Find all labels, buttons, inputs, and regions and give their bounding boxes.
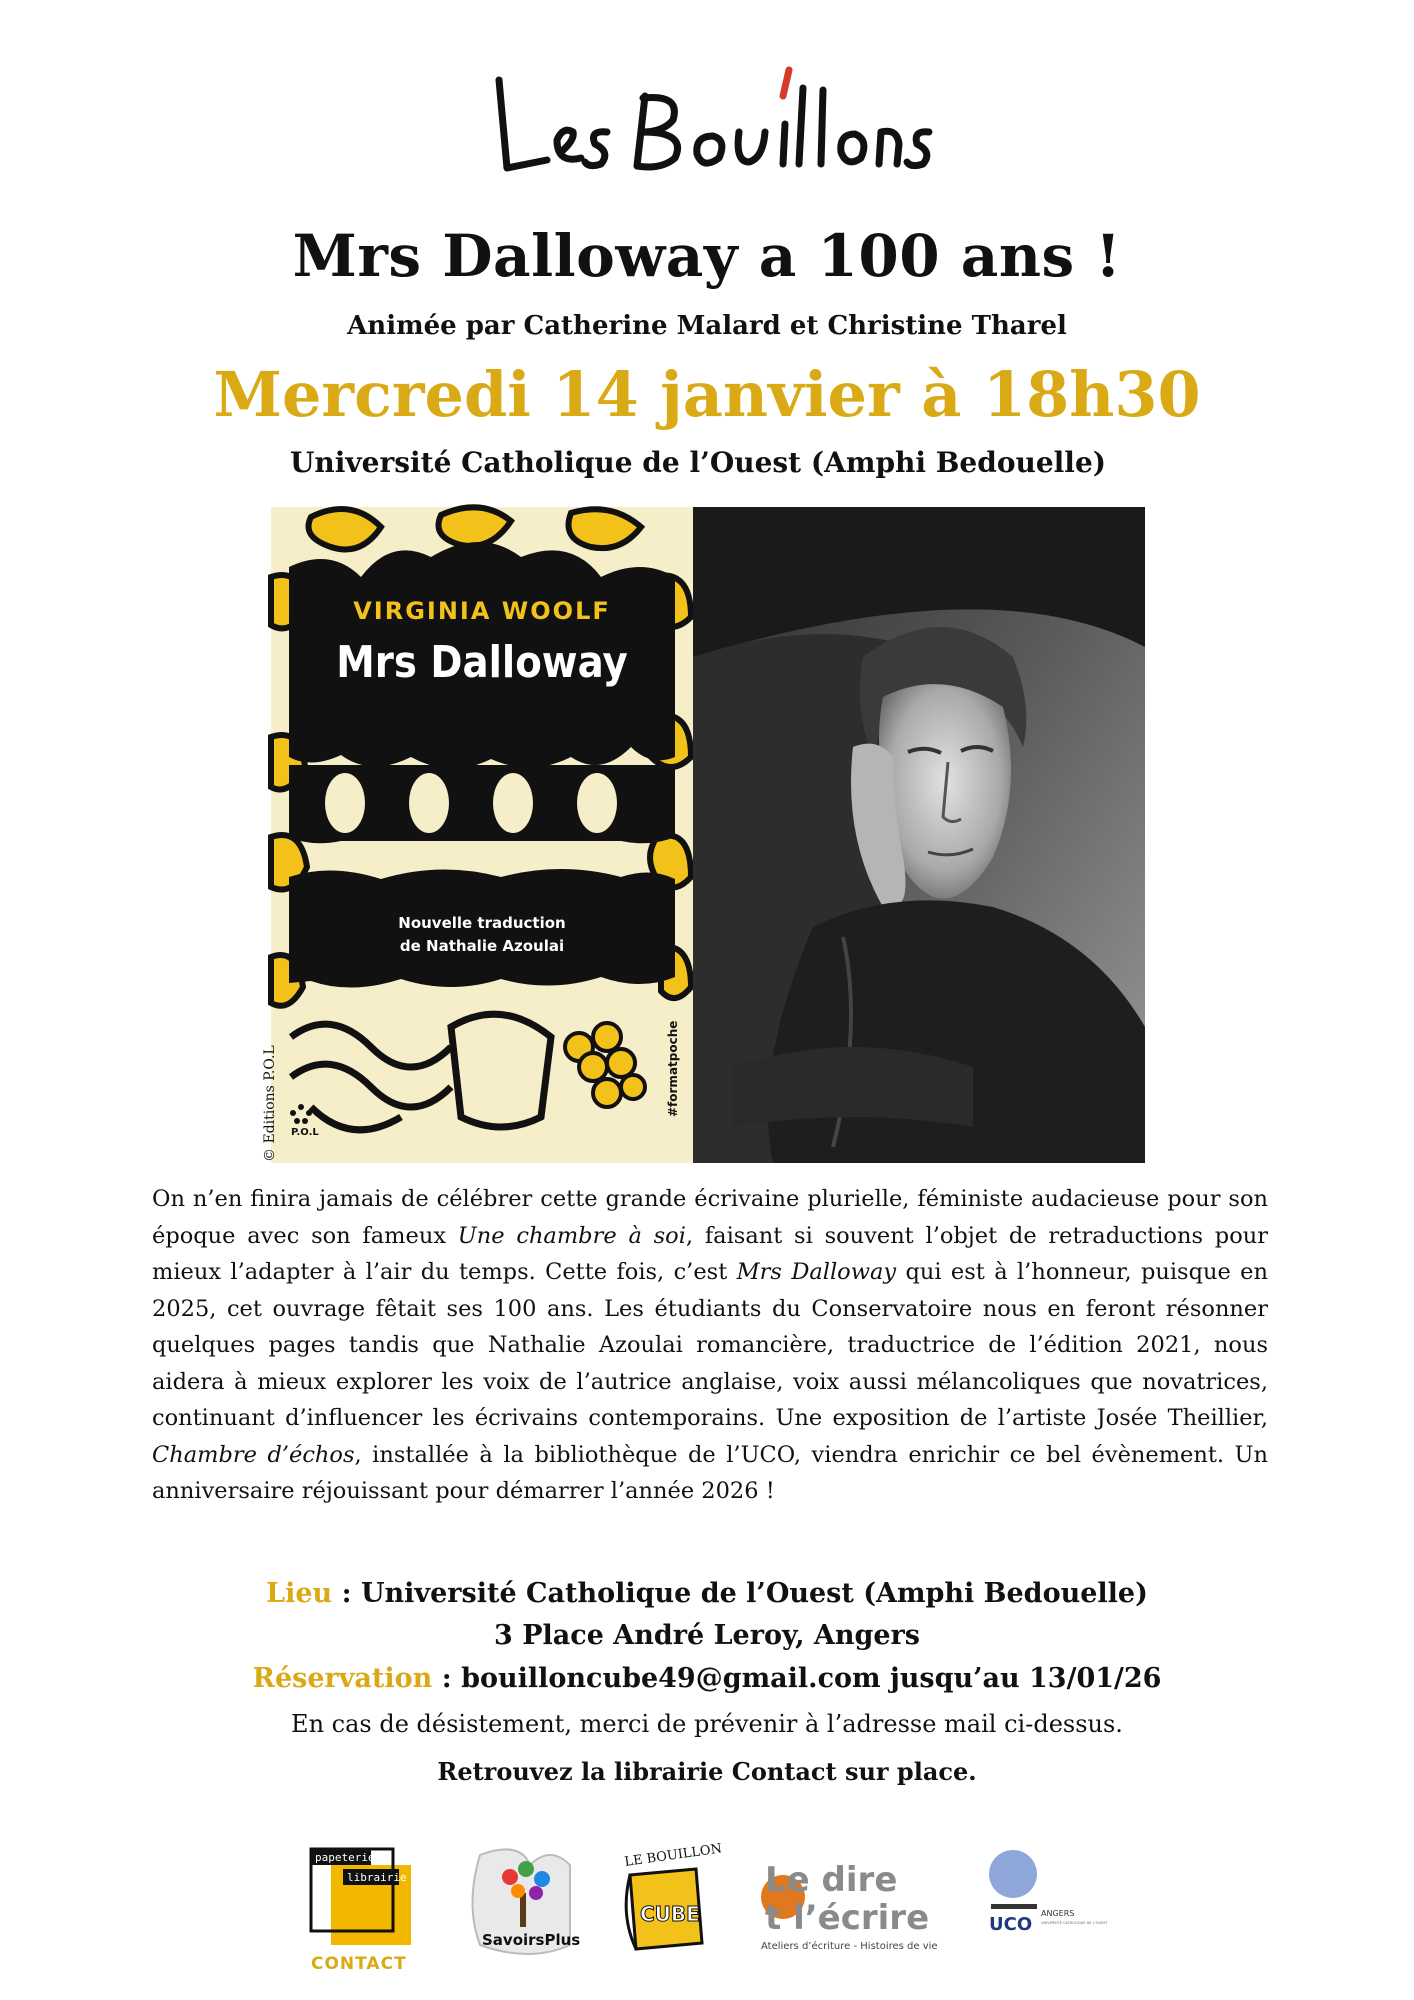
bouillon-cube-logo (610, 1835, 723, 1979)
address-line: 3 Place André Leroy, Angers (494, 1620, 920, 1651)
svg-text:CUBE: CUBE (640, 1902, 700, 1926)
description-text: , faisant si souvent l’objet de retraductions pour mieux l’adapter à l’air du temps. Cette fois, c’est (152, 1222, 1268, 1285)
svg-text:librairie: librairie (347, 1871, 407, 1884)
book-cover-image (271, 507, 693, 1163)
description-text: On n’en finira jamais de célébrer cette grande écrivaine plurielle, féministe audacieuse pour son époque avec son fameux (152, 1186, 1268, 1249)
separator: : (432, 1663, 462, 1694)
savoirsplus-logo (460, 1835, 590, 1974)
svg-text:LE BOUILLON: LE BOUILLON (623, 1841, 723, 1870)
les-bouillons-logo (0, 40, 1414, 190)
svg-text:UNIVERSITÉ CATHOLIQUE DE L’OUE: UNIVERSITÉ CATHOLIQUE DE L’OUEST (1041, 1921, 1108, 1925)
book-title-dalloway: Mrs Dalloway (736, 1259, 897, 1285)
event-description (152, 1181, 1268, 1510)
cover-translator: de Nathalie Azoulai (399, 937, 565, 955)
book-title-chambre: Une chambre à soi (457, 1222, 686, 1249)
cover-credit: © Editions P.O.L (262, 1045, 278, 1162)
svg-text:papeterie: papeterie (315, 1851, 375, 1864)
svg-text:Ateliers d’écriture - Histoire: Ateliers d’écriture - Histoires de vie (761, 1941, 938, 1952)
svg-text:Les Bouillons: Les Bouillons (477, 40, 484, 41)
event-venue: Université Catholique de l’Ouest (Amphi Bedouelle) (290, 446, 1107, 479)
contact-logo (305, 1845, 425, 1979)
cover-translation: Nouvelle traduction (398, 914, 566, 932)
lieu-label: Lieu (266, 1578, 333, 1609)
svg-text:UCO: UCO (989, 1914, 1033, 1935)
reservation-label: Réservation (252, 1663, 433, 1694)
uco-logo (985, 1840, 1108, 1964)
separator: : (332, 1578, 361, 1609)
cover-publisher: P.O.L (291, 1127, 319, 1138)
event-title: Mrs Dalloway a 100 ans ! (292, 222, 1122, 290)
cover-title: Mrs Dalloway (336, 637, 628, 688)
svg-text:ANGERS: ANGERS (1041, 1909, 1075, 1918)
event-subtitle: Animée par Catherine Malard et Christine Tharel (347, 311, 1067, 341)
svg-text:Le dire: Le dire (765, 1860, 898, 1900)
cover-author: VIRGINIA WOOLF (353, 597, 611, 625)
bookshop-note: Retrouvez la librairie Contact sur place. (437, 1757, 977, 1786)
description-text: qui est à l’honneur, puisque en 2025, cet ouvrage fêtait ses 100 ans. Les étudiants du Conservatoire nous en feront résonner quelques pages tandis que Nathalie Azoulai romancière, traductrice de l’édition 2021, nous aidera à mieux explorer les voix de l’autrice anglaise, voix aussi mélancoliques que novatrices, continuant d’influencer les écrivains contemporains. Une exposition de l’artiste Josée Theillier, (152, 1259, 1268, 1431)
svg-text:t l’écrire: t l’écrire (765, 1898, 930, 1938)
reservation-email[interactable]: bouilloncube49@gmail.com jusqu’au 13/01/26 (461, 1663, 1162, 1694)
svg-text:SavoirsPlus: SavoirsPlus (482, 1931, 581, 1949)
event-date: Mercredi 14 janvier à 18h30 (213, 358, 1201, 431)
svg-text:CONTACT: CONTACT (311, 1954, 407, 1974)
virginia-woolf-portrait (693, 507, 1145, 1163)
cancellation-note: En cas de désistement, merci de prévenir à l’adresse mail ci-dessus. (291, 1710, 1123, 1738)
lieu-value: Université Catholique de l’Ouest (Amphi Bedouelle) (360, 1578, 1148, 1609)
lieu-line (0, 1578, 1414, 1609)
le-dire-et-lecrire-logo (755, 1845, 955, 1969)
exhibition-title: Chambre d’échos (152, 1441, 355, 1468)
cover-hashtag: #formatpoche (666, 1020, 680, 1117)
description-text: , installée à la bibliothèque de l’UCO, viendra enrichir ce bel évènement. Un anniversaire réjouissant pour démarrer l’année 2026 ! (152, 1441, 1268, 1504)
reservation-line (0, 1663, 1414, 1694)
partner-logos (0, 1835, 1414, 1975)
